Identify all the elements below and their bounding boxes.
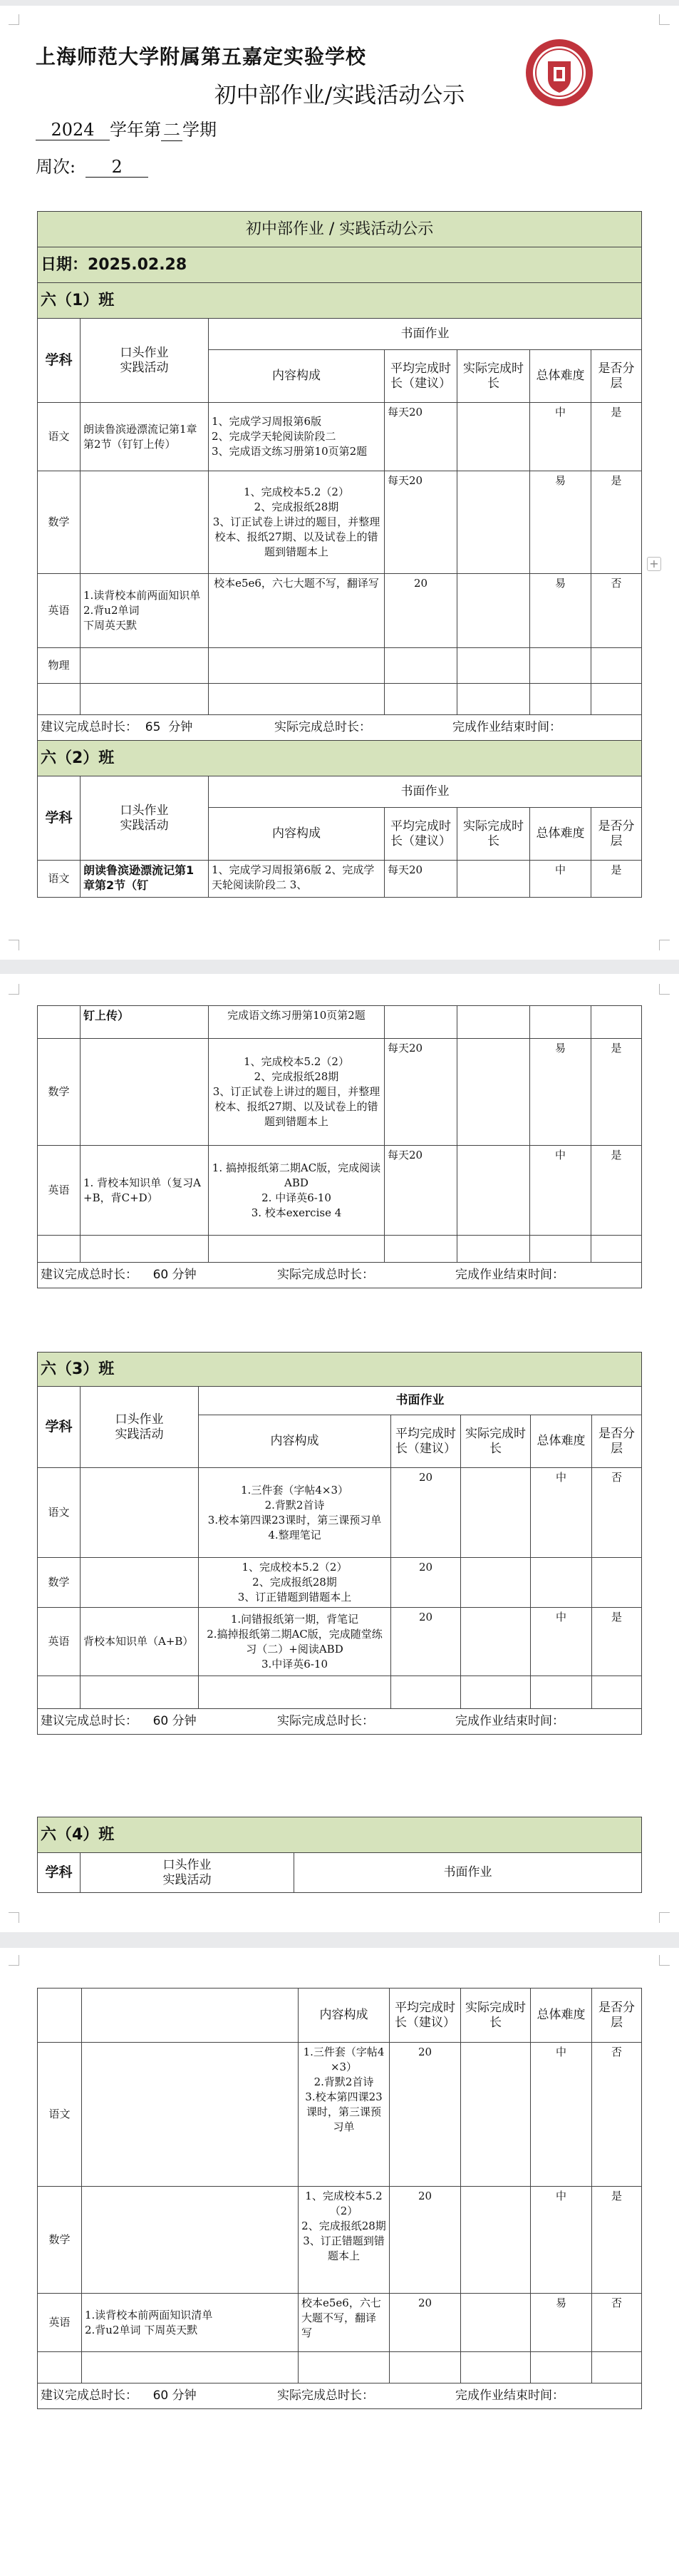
cell-content: 1.三件套（字帖4×3） 2.背默2首诗 3.校本第四课23课时，第三课预习单 4.整理笔记	[199, 1468, 391, 1558]
cell-actual	[461, 1608, 531, 1676]
cell-subject: 英语	[38, 1608, 81, 1676]
cell-subject: 语文	[38, 861, 81, 898]
page-2	[0, 974, 679, 1932]
cell-layered: 是	[591, 861, 642, 898]
written-header: 书面作业	[209, 776, 642, 808]
cell-content: 1、完成校本5.2（2） 2、完成报纸28期 3、订正错题到错题本上	[199, 1558, 391, 1608]
homework-table-c4	[37, 1988, 642, 2409]
footer-end: 完成作业结束时间：	[455, 2388, 564, 2403]
class-row-c1	[38, 283, 642, 319]
table-row	[38, 1039, 642, 1146]
crop-mark	[659, 1912, 670, 1923]
cell-subject: 语文	[38, 1468, 81, 1558]
table-row	[38, 2187, 642, 2294]
cell-avg: 20	[391, 1558, 461, 1608]
cell-actual	[457, 1039, 530, 1146]
footer-row-c2	[38, 1263, 642, 1288]
footer-row-c3	[38, 1709, 642, 1735]
actual-time-header: 实际完成时长	[457, 350, 530, 403]
cell-layered: 是	[592, 1608, 642, 1676]
cell-avg: 20	[390, 2043, 461, 2187]
layered-header: 是否分层	[592, 1989, 642, 2043]
cell-oral: 朗读鲁滨逊漂流记第1章第2节（钉钉上传）	[81, 403, 209, 471]
week-value: 2	[85, 157, 148, 178]
cell-difficulty: 易	[530, 471, 591, 574]
class-row-c2	[38, 741, 642, 776]
cell-oral: 1.读背校本前两面知识清单 2.背u2单词 下周英天默	[82, 2294, 299, 2352]
crop-mark	[9, 984, 19, 995]
footer-actual: 实际完成总时长：	[277, 1268, 374, 1282]
cell-content: 1、完成校本5.2（2） 2、完成报纸28期 3、订正试卷上讲过的题目，并整理校本、报纸27期、以及试卷上的错题到错题本上	[209, 1039, 385, 1146]
cell-subject: 英语	[38, 2294, 82, 2352]
year-suffix: 学年第	[110, 120, 161, 140]
oral-header: 口头作业 实践活动	[81, 776, 209, 861]
cell-oral: 朗读鲁滨逊漂流记第1章第2节（钉	[81, 861, 209, 898]
cell-subject: 数学	[38, 1039, 81, 1146]
page-1	[0, 6, 679, 960]
cell-avg: 20	[390, 2187, 461, 2294]
cell-actual	[457, 403, 530, 471]
school-year-line	[36, 116, 217, 141]
crop-mark	[659, 1955, 670, 1966]
year-value: 2024	[36, 120, 110, 140]
cell-oral: 钉上传）	[81, 1006, 209, 1039]
oral-header: 口头作业 实践活动	[81, 1853, 294, 1893]
class-name: 六（4）班	[38, 1817, 642, 1853]
cell-difficulty: 易	[530, 574, 591, 648]
cell-oral	[81, 471, 209, 574]
cell-layered: 是	[591, 403, 642, 471]
school-name: 上海师范大学附属第五嘉定实验学校	[36, 45, 367, 68]
cell-difficulty: 中	[531, 1608, 592, 1676]
cell-difficulty: 中	[531, 1468, 592, 1558]
cell-subject: 物理	[38, 648, 81, 684]
content-header: 内容构成	[199, 1415, 391, 1468]
cell-layered: 是	[591, 1146, 642, 1236]
homework-table-c4-head	[37, 1817, 642, 1893]
subject-header: 学科	[38, 1387, 81, 1468]
cell-avg: 每天20	[385, 861, 457, 898]
cell-difficulty: 易	[530, 1039, 591, 1146]
content-header: 内容构成	[209, 350, 385, 403]
cell-oral: 背校本知识单（A+B）	[81, 1608, 199, 1676]
cell-layered	[592, 1558, 642, 1608]
class-row-c4	[38, 1817, 642, 1853]
subject-header: 学科	[38, 776, 81, 861]
table-row-empty	[38, 684, 642, 715]
cell-actual	[461, 2294, 531, 2352]
layered-header: 是否分层	[591, 350, 642, 403]
notice-title-row	[38, 212, 642, 247]
footer-actual: 实际完成总时长：	[277, 1714, 374, 1728]
class-name: 六（1）班	[38, 283, 642, 319]
crop-mark	[9, 940, 19, 950]
table-row-empty	[38, 2352, 642, 2383]
footer-line	[38, 715, 642, 741]
notice-title: 初中部作业 / 实践活动公示	[38, 212, 642, 247]
term-suffix: 学期	[182, 120, 217, 140]
homework-table-page1	[37, 211, 642, 898]
cell-avg: 20	[390, 2294, 461, 2352]
cell-subject: 语文	[38, 2043, 82, 2187]
date-row	[38, 247, 642, 283]
cell-actual	[461, 1468, 531, 1558]
homework-table-page2	[37, 1005, 642, 1288]
cell-actual	[457, 1146, 530, 1236]
homework-table-c3	[37, 1352, 642, 1735]
table-row	[38, 1608, 642, 1676]
table-row-empty	[38, 1236, 642, 1263]
footer-suggest: 建议完成总时长： 65 分钟	[41, 720, 193, 734]
difficulty-header: 总体难度	[530, 350, 591, 403]
class-name: 六（3）班	[38, 1353, 642, 1387]
page-title: 初中部作业/实践活动公示	[214, 83, 465, 108]
footer-suggest: 建议完成总时长： 60 分钟	[41, 2388, 197, 2403]
table-row	[38, 1558, 642, 1608]
cell-avg: 每天20	[385, 403, 457, 471]
cell-actual	[461, 2043, 531, 2187]
written-header: 书面作业	[294, 1853, 642, 1893]
content-header: 内容构成	[299, 1989, 390, 2043]
cell-content: 1、完成校本5.2（2） 2、完成报纸28期 3、订正试卷上讲过的题目，并整理校本、报纸27期、以及试卷上的错题到错题本上	[209, 471, 385, 574]
avg-time-header: 平均完成时长（建议）	[391, 1415, 461, 1468]
footer-end: 完成作业结束时间：	[455, 1714, 564, 1728]
cell-content: 1、完成学习周报第6版 2、完成学天轮阅读阶段二 3、	[209, 861, 385, 898]
cell-avg: 每天20	[385, 1146, 457, 1236]
crop-mark	[9, 1912, 19, 1923]
written-header: 书面作业	[209, 319, 642, 350]
cell-difficulty: 中	[531, 2043, 592, 2187]
footer-actual: 实际完成总时长：	[274, 720, 371, 734]
cell-content: 校本e5e6，六七大题不写，翻译写	[299, 2294, 390, 2352]
actual-time-header: 实际完成时长	[461, 1989, 531, 2043]
cell-layered: 否	[592, 2294, 642, 2352]
table-row-empty	[38, 1676, 642, 1709]
difficulty-header: 总体难度	[530, 808, 591, 861]
footer-actual: 实际完成总时长：	[277, 2388, 374, 2403]
cell-oral	[81, 1468, 199, 1558]
subject-header: 学科	[38, 319, 81, 403]
footer-end: 完成作业结束时间：	[452, 720, 561, 734]
footer-suggest: 建议完成总时长： 60 分钟	[41, 1268, 197, 1282]
cell-difficulty	[531, 1558, 592, 1608]
cell-oral	[82, 2043, 299, 2187]
term-value: 二	[161, 116, 182, 141]
table-row	[38, 574, 642, 648]
cell-avg: 20	[391, 1468, 461, 1558]
cell-oral	[82, 2187, 299, 2294]
oral-header: 口头作业 实践活动	[81, 1387, 199, 1468]
cell-difficulty: 中	[531, 2187, 592, 2294]
layered-header: 是否分层	[591, 808, 642, 861]
footer-line	[38, 2383, 642, 2409]
cell-content: 1.问错报纸第一期，背笔记 2.搞掉报纸第二期AC版，完成随堂练习（二）+阅读ABD 3.中译英6-10	[199, 1608, 391, 1676]
footer-suggest: 建议完成总时长： 60 分钟	[41, 1714, 197, 1728]
cell-content: 1、完成校本5.2（2） 2、完成报纸28期 3、订正错题到错题本上	[299, 2187, 390, 2294]
actual-time-header: 实际完成时长	[457, 808, 530, 861]
difficulty-header: 总体难度	[531, 1415, 592, 1468]
footer-row-c4	[38, 2383, 642, 2409]
difficulty-header: 总体难度	[531, 1989, 592, 2043]
subject-header: 学科	[38, 1853, 81, 1893]
table-row	[38, 2294, 642, 2352]
week-label: 周次:	[36, 157, 76, 177]
crop-mark	[9, 1955, 19, 1966]
page-3	[0, 1948, 679, 2576]
written-header: 书面作业	[199, 1387, 642, 1415]
crop-mark	[659, 984, 670, 995]
crop-mark	[659, 14, 670, 25]
avg-time-header: 平均完成时长（建议）	[385, 350, 457, 403]
cell-actual	[461, 2187, 531, 2294]
table-row	[38, 648, 642, 684]
cell-actual	[461, 1558, 531, 1608]
cell-actual	[457, 471, 530, 574]
cell-subject: 英语	[38, 574, 81, 648]
cell-subject: 数学	[38, 2187, 82, 2294]
cell-oral: 1.读背校本前两面知识单 2.背u2单词 下周英天默	[81, 574, 209, 648]
cell-difficulty: 中	[530, 1146, 591, 1236]
table-row	[38, 403, 642, 471]
actual-time-header: 实际完成时长	[461, 1415, 531, 1468]
cell-content: 1.三件套（字帖4×3） 2.背默2首诗 3.校本第四课23课时，第三课预习单	[299, 2043, 390, 2187]
cell-difficulty: 中	[530, 861, 591, 898]
cell-layered: 否	[592, 1468, 642, 1558]
cell-layered: 是	[591, 471, 642, 574]
notice-date: 日期：2025.02.28	[38, 247, 642, 283]
table-row-continued	[38, 1006, 642, 1039]
cell-layered: 否	[591, 574, 642, 648]
cell-layered: 否	[592, 2043, 642, 2187]
avg-time-header: 平均完成时长（建议）	[385, 808, 457, 861]
footer-line	[38, 1263, 642, 1288]
cell-subject: 数学	[38, 1558, 81, 1608]
cell-content: 1、完成学习周报第6版 2、完成学天轮阅读阶段二 3、完成语文练习册第10页第2题	[209, 403, 385, 471]
cell-actual	[457, 574, 530, 648]
cell-difficulty: 中	[530, 403, 591, 471]
oral-header: 口头作业 实践活动	[81, 319, 209, 403]
cell-actual	[457, 861, 530, 898]
cell-oral	[81, 1558, 199, 1608]
footer-end: 完成作业结束时间：	[455, 1268, 564, 1282]
add-row-plus-icon[interactable]: +	[647, 557, 661, 571]
cell-oral: 1. 背校本知识单（复习A+B，背C+D）	[81, 1146, 209, 1236]
cell-layered: 是	[592, 2187, 642, 2294]
cell-layered: 是	[591, 1039, 642, 1146]
table-row	[38, 1468, 642, 1558]
table-row	[38, 1146, 642, 1236]
week-line	[36, 153, 148, 178]
table-row	[38, 2043, 642, 2187]
footer-row-c1	[38, 715, 642, 741]
cell-subject: 语文	[38, 403, 81, 471]
crop-mark	[659, 940, 670, 950]
cell-oral	[81, 1039, 209, 1146]
cell-content: 校本e5e6，六七大题不写，翻译写	[209, 574, 385, 648]
cell-avg: 每天20	[385, 1039, 457, 1146]
layered-header: 是否分层	[592, 1415, 642, 1468]
class-row-c3	[38, 1353, 642, 1387]
cell-avg: 20	[385, 574, 457, 648]
cell-avg: 20	[391, 1608, 461, 1676]
crop-mark	[9, 14, 19, 25]
cell-subject: 英语	[38, 1146, 81, 1236]
table-row	[38, 471, 642, 574]
cell-content: 完成语文练习册第10页第2题	[209, 1006, 385, 1039]
class-name: 六（2）班	[38, 741, 642, 776]
footer-line	[38, 1709, 642, 1735]
cell-difficulty: 易	[531, 2294, 592, 2352]
content-header: 内容构成	[209, 808, 385, 861]
cell-content: 1. 搞掉报纸第二期AC版，完成阅读ABD 2. 中译英6-10 3. 校本exercise 4	[209, 1146, 385, 1236]
table-row	[38, 861, 642, 898]
avg-time-header: 平均完成时长（建议）	[390, 1989, 461, 2043]
cell-subject: 数学	[38, 471, 81, 574]
cell-avg: 每天20	[385, 471, 457, 574]
